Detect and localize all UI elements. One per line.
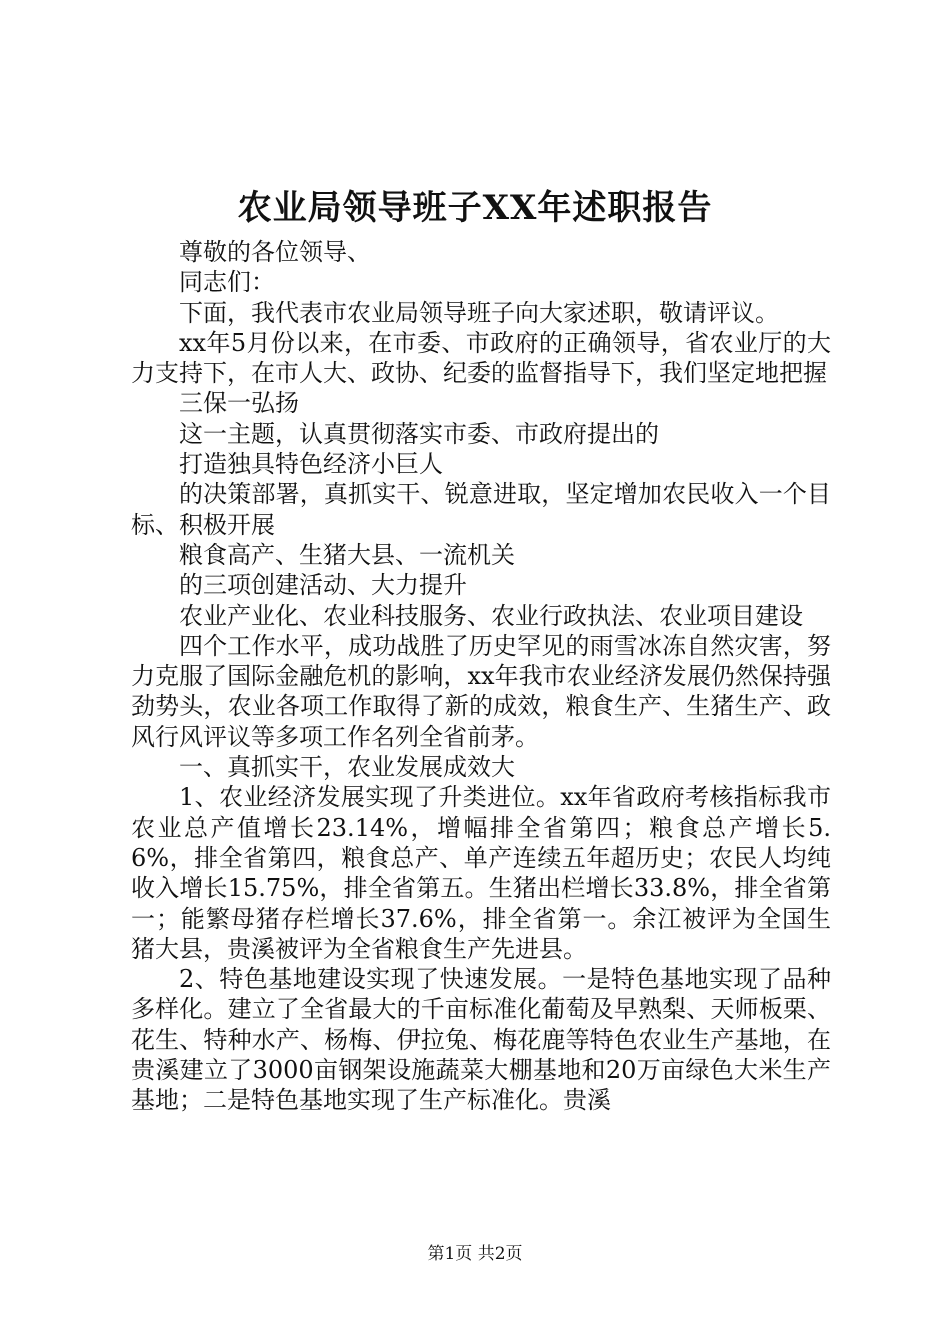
section-heading-1: 一、真抓实干，农业发展成效大 xyxy=(179,753,515,782)
paragraph-slogan: 打造独具特色经济小巨人 xyxy=(179,450,443,479)
document-body xyxy=(131,237,831,1116)
page-footer: 第1页 共2页 xyxy=(427,1244,523,1264)
paragraph-promote: 的三项创建活动、大力提升 xyxy=(179,571,467,600)
paragraph-levels: 农业产业化、农业科技服务、农业行政执法、农业项目建设 xyxy=(179,601,803,630)
paragraph-theme-text: 这一主题，认真贯彻落实市委、市政府提出的 xyxy=(179,419,659,448)
paragraph-deployment: 的决策部署，真抓实干、锐意进取，坚定增加农民收入一个目标、积极开展 xyxy=(131,480,831,539)
paragraph-item-1: 1、农业经济发展实现了升类进位。xx年省政府考核指标我市农业总产值增长23.14%，增幅排全省第四；粮食总产增长5.6%，排全省第四，粮食总产、单产连续五年超历史；农民人均纯收入增长15.75%，排全省第五。生猪出栏增长33.8%，排全省第一；能繁母猪存栏增长37.6%，排全省第一。余江被评为全国生猪大县，贵溪被评为全省粮食生产先进县。 xyxy=(131,783,831,963)
paragraph-salutation-1: 尊敬的各位领导、 xyxy=(179,238,371,266)
document-title: 农业局领导班子XX年述职报告 xyxy=(237,188,713,228)
paragraph-context: xx年5月份以来，在市委、市政府的正确领导，省农业厅的大力支持下，在市人大、政协、纪委的监督指导下，我们坚定地把握 xyxy=(131,328,831,388)
paragraph-theme: 三保一弘扬 xyxy=(179,389,299,418)
paragraph-intro: 下面，我代表市农业局领导班子向大家述职，敬请评议。 xyxy=(179,298,779,327)
paragraph-achievements: 四个工作水平，成功战胜了历史罕见的雨雪冰冻自然灾害，努力克服了国际金融危机的影响，xx年我市农业经济发展仍然保持强劲势头，农业各项工作取得了新的成效，粮食生产、生猪生产、政风行风评议等多项工作名列全省前茅。 xyxy=(131,631,831,751)
paragraph-item-2: 2、特色基地建设实现了快速发展。一是特色基地实现了品种多样化。建立了全省最大的千亩标准化葡萄及早熟梨、天师板栗、花生、特种水产、杨梅、伊拉兔、梅花鹿等特色农业生产基地，在贵溪建立了3000亩钢架设施蔬菜大棚基地和20万亩绿色大米生产基地；二是特色基地实现了生产标准化。贵溪 xyxy=(131,965,831,1115)
paragraph-salutation-2: 同志们： xyxy=(179,268,275,297)
paragraph-activities: 粮食高产、生猪大县、一流机关 xyxy=(179,540,515,569)
